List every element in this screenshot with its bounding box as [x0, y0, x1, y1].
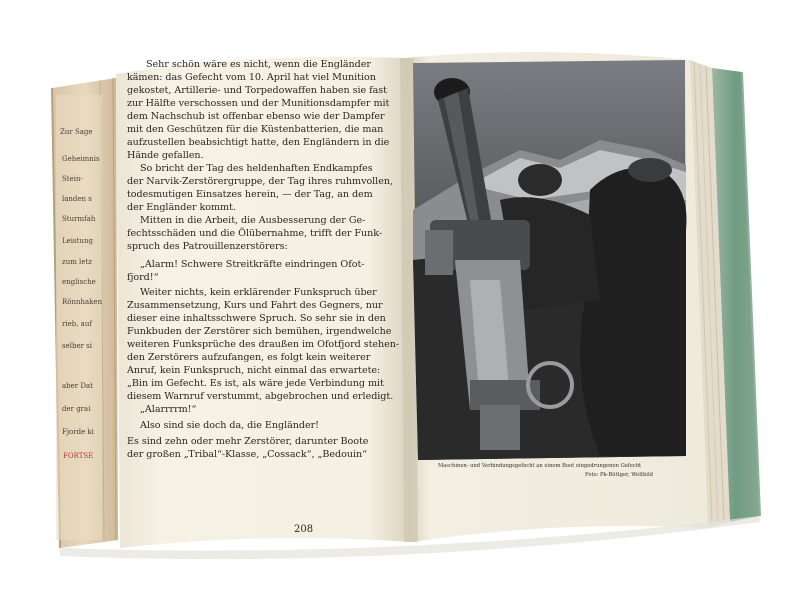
edge-word: aber Dat — [62, 382, 93, 390]
text-line: Sehr schön wäre es nicht, wenn die Engländer — [146, 59, 371, 70]
text-line: Mitten in die Arbeit, die Ausbesserung der Ge- — [140, 215, 366, 226]
text-line: kämen: das Gefecht vom 10. April hat viel Munition — [127, 72, 376, 83]
text-line: dem Nachschub ist offenbar ebenso wie der Dampfer — [127, 111, 385, 122]
edge-word: landen s — [62, 195, 92, 203]
text-line: Weiter nichts, kein erklärender Funkspruch über — [140, 287, 377, 298]
edge-word: der grai — [62, 405, 91, 413]
edge-word: Rönnhaken — [62, 298, 103, 306]
edge-word: Fjorde ki — [62, 428, 94, 436]
text-line: der Engländer kommt. — [127, 202, 236, 213]
page-number: 208 — [294, 524, 314, 535]
edge-word: Leistung — [62, 237, 93, 245]
text-line: todesmutigen Einsatzes herein, — der Tag, an dem — [127, 189, 373, 200]
text-line: der Narvik-Zerstörergruppe, der Tag ihres ruhmvollen, — [127, 176, 393, 187]
text-line: gekostet, Artillerie- und Torpedowaffen haben sie fast — [127, 85, 387, 96]
edge-word: Sturmfah — [62, 215, 96, 223]
edge-word: selber si — [62, 342, 92, 350]
edge-word: Zur Sage — [60, 128, 93, 136]
text-line: „Alarrrrm!“ — [140, 404, 197, 415]
text-line: „Alarm! Schwere Streitkräfte eindringen Ofot- — [140, 259, 365, 270]
edge-word: FORTSE — [63, 452, 94, 460]
text-line: zur Hälfte verschossen und der Munitionsdampfer mit — [127, 98, 390, 109]
photo-credit: Foto: Pk-Büttger, Weltbild — [585, 472, 653, 478]
text-line: Funkbuden der Zerstörer sich bemühen, irgendwelche — [127, 326, 392, 337]
text-line: spruch des Patrouillenzerstörers: — [127, 241, 288, 252]
text-line: fjord!“ — [127, 272, 159, 283]
text-line: dieser eine inhaltsschwere Spruch. So sehr sie in den — [127, 313, 386, 324]
text-line: den Zerstörers aufzufangen, es folgt kein weiterer — [127, 352, 371, 363]
edge-word: zum letz — [62, 258, 92, 266]
text-line: „Bin im Gefecht. Es ist, als wäre jede Verbindung mit — [127, 378, 384, 389]
text-line: fechtsschäden und die Ölübernahme, trifft der Funk- — [127, 228, 383, 239]
text-line: aufzustellen beabsichtigt hatte, den Engländern in die — [127, 137, 390, 148]
photo-caption: Maschinen- und Verbindungsgefecht an einem Boot eingedrungenen Gefecht — [438, 463, 642, 469]
edge-word: rieb, auf — [62, 320, 92, 328]
left-page-block — [52, 78, 118, 548]
text-line: diesem Warnruf verstummt, abgebrochen und erledigt. — [127, 391, 394, 402]
text-line: Zusammensetzung, Kurs und Fahrt des Gegners, nur — [127, 300, 383, 311]
text-line: Es sind zehn oder mehr Zerstörer, darunter Boote — [127, 436, 369, 447]
text-line: Hände gefallen. — [127, 150, 204, 161]
text-line: der großen „Tribal“-Klasse, „Cossack“, „Bedouin“ — [127, 449, 367, 460]
text-line: Anruf, kein Funkspruch, nicht einmal das erwartete: — [127, 365, 381, 376]
edge-word: Stein- — [62, 175, 83, 183]
war-photograph — [413, 60, 686, 460]
text-line: mit den Geschützen für die Küstenbatterien, die man — [127, 124, 384, 135]
edge-word: englische — [62, 278, 96, 286]
text-line: So bricht der Tag des heldenhaften Endkampfes — [140, 163, 373, 174]
text-line: weiteren Funksprüche des draußen im Ofotfjord stehen- — [127, 339, 400, 350]
edge-word: Geheimnis — [62, 155, 100, 163]
left-page-text — [122, 58, 412, 538]
text-line: Also sind sie doch da, die Engländer! — [140, 420, 319, 431]
